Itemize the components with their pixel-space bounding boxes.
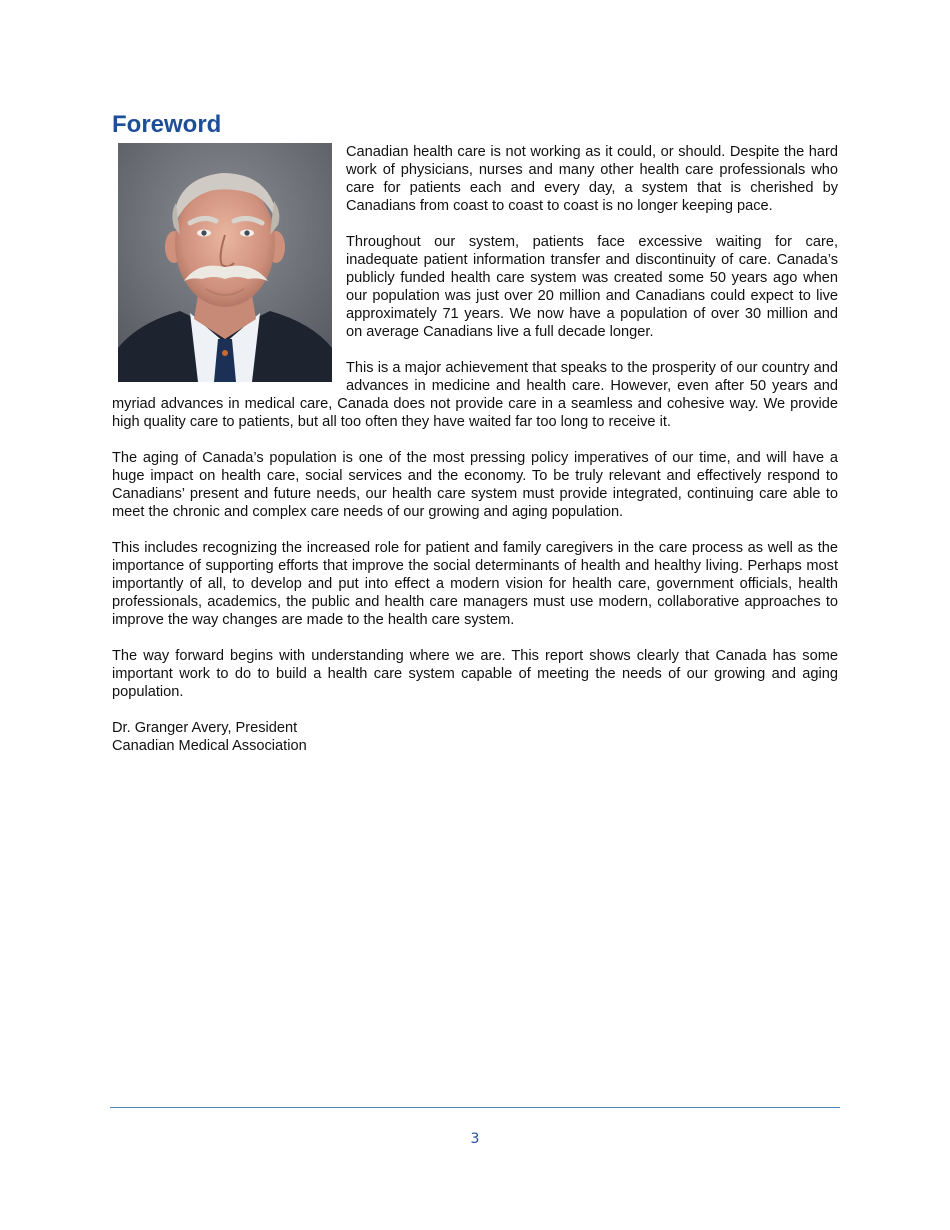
signature-organization: Canadian Medical Association [112, 738, 307, 754]
paragraph-5: This includes recognizing the increased role for patient and family caregivers in the care process as well as the importance of supporting efforts that improve the social determinants of health and healthy living. Perhaps most importantly of all, to develop and put into effect a modern vision for health care, government officials, health professionals, academics, the public and health care managers must use modern, collaborative approaches to improve the way changes are made to the health care system. [112, 540, 838, 628]
paragraph-4: The aging of Canada’s population is one of the most pressing policy imperatives of our time, and will have a huge impact on health care, social services and the economy. To be truly relevant and effectively respond to Canadians’ present and future needs, our health care system must provide integrated, continuing care able to meet the chronic and complex care needs of our growing and aging population. [112, 450, 838, 520]
paragraph-3: This is a major achievement that speaks to the prosperity of our country and advances in medicine and health care. However, even after 50 years and myriad advances in medical care, Canada does not provide care in a seamless and cohesive way. We provide high quality care to patients, but all too often they have waited far too long to receive it. [112, 360, 838, 430]
document-body [112, 110, 838, 755]
page-number: 3 [470, 1131, 480, 1147]
paragraph-2: Throughout our system, patients face excessive waiting for care, inadequate patient information transfer and discontinuity of care. Canada’s publicly funded health care system was created some 50 years ago when our population was just over 20 million and Canadians could expect to live approximately 71 years. We now have a population of over 30 million and on average Canadians live a full decade longer. [346, 234, 838, 340]
portrait-icon [118, 143, 332, 382]
portrait-photo [118, 143, 332, 382]
paragraph-6: The way forward begins with understanding where we are. This report shows clearly that Canada has some important work to do to build a health care system capable of meeting the needs of our growing and aging population. [112, 648, 838, 700]
signature-block [112, 719, 838, 755]
footer-divider [110, 1107, 840, 1108]
signature-name: Dr. Granger Avery, President [112, 720, 298, 736]
paragraph-1: Canadian health care is not working as it could, or should. Despite the hard work of physicians, nurses and many other health care professionals who care for patients each and every day, a system that is cherished by Canadians from coast to coast to coast is no longer keeping pace. [346, 144, 838, 214]
page-title: Foreword [112, 111, 222, 138]
